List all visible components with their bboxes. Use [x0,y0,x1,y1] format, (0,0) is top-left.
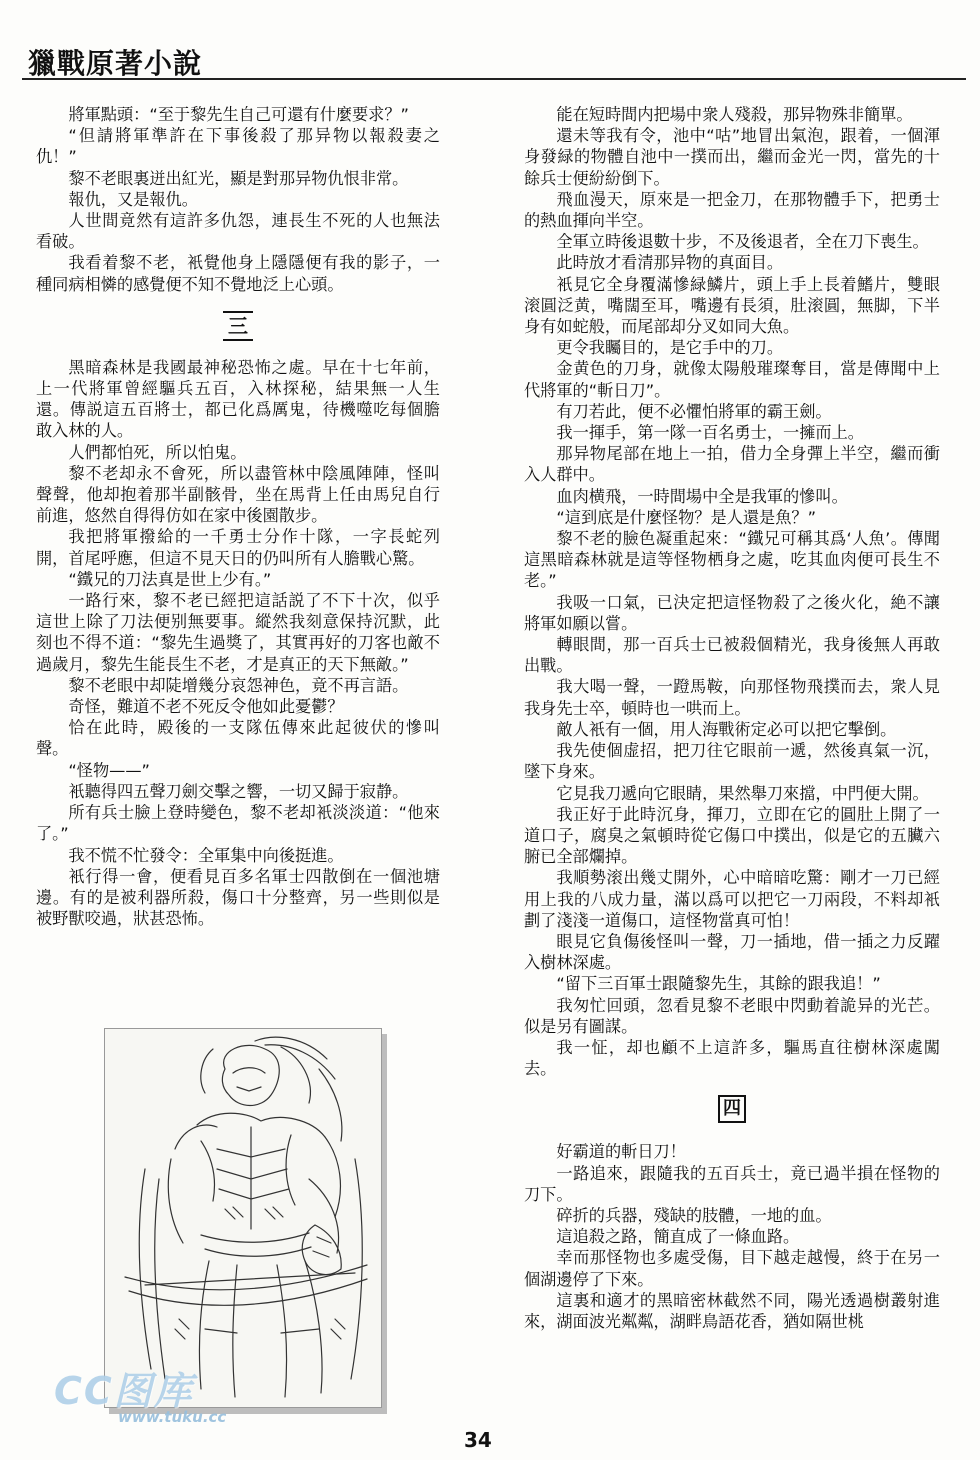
paragraph: 我正好于此時沉身，揮刀，立即在它的圓肚上開了一道口子，腐臭之氣頓時從它傷口中撲出，似是它的五臟六腑已全部爛掉。 [524,804,940,867]
paragraph: 金黄色的刀身，就像太陽般璀璨奪目，當是傳聞中上代將軍的“斬日刀”。 [524,359,940,400]
paragraph: 恰在此時，殿後的一支隊伍傳來此起彼伏的慘叫聲。 [36,718,440,759]
paragraph: 血肉横飛，一時間場中全是我軍的慘叫。 [556,486,848,506]
site-watermark [40,1360,270,1436]
paragraph: 眼見它負傷後怪叫一聲，刀一插地，借一插之力反躍入樹林深處。 [524,931,940,973]
paragraph: 這裏和適才的黑暗密林截然不同，陽光透過樹叢射進來，湖面波光粼粼，湖畔鳥語花香，猶如隔世桃 [524,1290,940,1331]
paragraph: 幸而那怪物也多處受傷，目下越走越慢，終于在另一個湖邊停了下來。 [524,1248,940,1289]
paragraph: 報仇，又是報仇。 [68,189,198,209]
paragraph: 人世間竟然有這許多仇怨，連長生不死的人也無法看破。 [36,211,440,252]
paragraph: 飛血漫天，原來是一把金刀，在那物體手下，把勇士的熱血揮向半空。 [524,189,940,231]
paragraph: “但請將軍準許在下事後殺了那异物以報殺妻之仇！” [36,126,440,167]
section-number: 三 [223,311,253,341]
page-header [22,38,966,80]
watermark-logo: CC图库 [54,1369,194,1413]
paragraph: 黎不老的臉色凝重起來：“鐵兄可稱其爲‘人魚’。傳聞這黑暗森林就是這等怪物栖身之處，吃其血肉便可長生不老。” [524,529,940,591]
paragraph: 我一怔，却也顧不上這許多，驅馬直往樹林深處闖去。 [524,1037,940,1079]
paragraph: 黑暗森林是我國最神秘恐怖之處。早在十七年前，上一代將軍曾經驅兵五百，入林探秘，結果無一人生還。傳説這五百將士，都已化爲厲鬼，待機噬吃每個膽敢入林的人。 [36,357,440,441]
section-heading-three [36,311,440,339]
paragraph: 還未等我有令，池中“咕”地冒出氣泡，跟着，一個渾身發緑的物體自池中一撲而出，繼而金光一閃，當先的十餘兵士便紛紛倒下。 [524,126,940,188]
watermark-url: www.tuku.cc [118,1408,227,1426]
paragraph: 黎不老眼裏迸出紅光，顯是對那异物仇恨非常。 [68,168,409,188]
paragraph: 我先使個虚招，把刀往它眼前一遞，然後真氣一沉，墜下身來。 [524,741,940,782]
paragraph: 將軍點頭：“至于黎先生自己可還有什麼要求？” [68,105,409,124]
paragraph: “這到底是什麼怪物？是人還是魚？” [556,507,816,527]
page-number: 34 [464,1428,492,1452]
section-heading-four [524,1095,940,1123]
paragraph: 我順勢滚出幾丈開外，心中暗暗吃驚：剛才一刀已經用上我的八成力量，滿以爲可以把它一刀兩段，不料却衹劃了淺淺一道傷口，這怪物當真可怕！ [524,868,940,930]
sketch-illustration [104,1028,382,1408]
paragraph: 好霸道的斬日刀！ [556,1142,686,1162]
paragraph: 一路追來，跟隨我的五百兵士，竟已過半損在怪物的刀下。 [524,1163,940,1204]
right-column [524,104,940,1332]
paragraph: 我大喝一聲，一蹬馬鞍，向那怪物飛撲而去，衆人見我身先士卒，頓時也一哄而上。 [524,677,940,718]
paragraph: 碎折的兵器，殘缺的肢體，一地的血。 [556,1205,832,1225]
warrior-sketch-icon [105,1029,381,1407]
paragraph: “怪物——” [68,760,150,780]
paragraph: 更令我矚目的，是它手中的刀。 [556,338,784,358]
paragraph: 轉眼間，那一百兵士已被殺個精光，我身後無人再敢出戰。 [524,635,940,676]
paragraph: 全軍立時後退數十步，不及後退者，全在刀下喪生。 [556,232,929,252]
paragraph: 人們都怕死，所以怕鬼。 [68,442,247,462]
paragraph: 它見我刀遞向它眼睛，果然舉刀來擋，中門便大開。 [556,783,929,803]
paragraph: 我不慌不忙發令：全軍集中向後挺進。 [68,845,344,865]
paragraph: 此時放才看清那异物的真面目。 [556,253,784,273]
paragraph: 奇怪，難道不老不死反令他如此憂鬱？ [68,697,344,717]
paragraph: “留下三百軍士跟隨黎先生，其餘的跟我追！” [556,974,881,994]
paragraph: 衹見它全身覆滿慘緑鱗片，頭上手上長着鰭片，雙眼滚圓泛黄，嘴闊至耳，嘴邊有長須，肚滚圓，無脚，下半身有如蛇般，而尾部却分叉如同大魚。 [524,274,940,337]
paragraph: 我吸一口氣，已決定把這怪物殺了之後火化，絶不讓將軍如願以嘗。 [524,592,940,633]
paragraph: 我匆忙回頭，忽看見黎不老眼中閃動着詭异的光芒。似是另有圖謀。 [524,995,940,1036]
section-number: 四 [718,1095,746,1123]
paragraph: 這追殺之路，簡直成了一條血路。 [556,1227,800,1247]
paragraph: 一路行來，黎不老已經把這話説了不下十次，似乎這世上除了刀法便别無要事。縱然我刻意保持沉默，此刻也不得不道：“黎先生過獎了，其實再好的刀客也敵不過歲月，黎先生能長生不老，才是真正的天下無敵。” [36,591,440,674]
paragraph: 敵人衹有一個，用人海戰術定必可以把它擊倒。 [556,719,897,739]
paragraph: 我把將軍撥給的一千勇士分作十隊，一字長蛇列開，首尾呼應，但這不見天日的仍叫所有人膽戰心驚。 [36,527,440,568]
left-column [36,104,440,929]
paragraph: 有刀若此，便不必懼怕將軍的霸王劍。 [556,401,832,421]
paragraph: “鐵兄的刀法真是世上少有。” [68,569,272,589]
paragraph: 我看着黎不老，衹覺他身上隱隱便有我的影子，一種同病相憐的感覺便不知不覺地泛上心頭。 [36,253,440,294]
paragraph: 所有兵士臉上登時變色，黎不老却衹淡淡道：“他來了。” [36,803,440,844]
paragraph: 衹行得一會，便看見百多名軍士四散倒在一個池塘邊。有的是被利器所殺，傷口十分整齊，另一些則似是被野獸咬過，狀甚恐怖。 [36,866,440,929]
paragraph: 黎不老眼中却陡增幾分哀怨神色，竟不再言語。 [68,675,409,695]
header-title: 獵戰原著小說 [28,47,203,80]
paragraph: 我一揮手，第一隊一百名勇士，一擁而上。 [556,423,864,443]
paragraph: 衹聽得四五聲刀劍交擊之響，一切又歸于寂静。 [68,781,409,801]
paragraph: 那异物尾部在地上一拍，借力全身彈上半空，繼而衝入人群中。 [524,444,940,485]
paragraph: 黎不老却永不會死，所以盡管林中陰風陣陣，怪叫聲聲，他却抱着那半副骸骨，坐在馬背上任由馬兒自行前進，悠然自得得仿如在家中後園散步。 [36,463,440,526]
paragraph: 能在短時間内把場中衆人殘殺，那异物殊非簡單。 [556,105,913,124]
